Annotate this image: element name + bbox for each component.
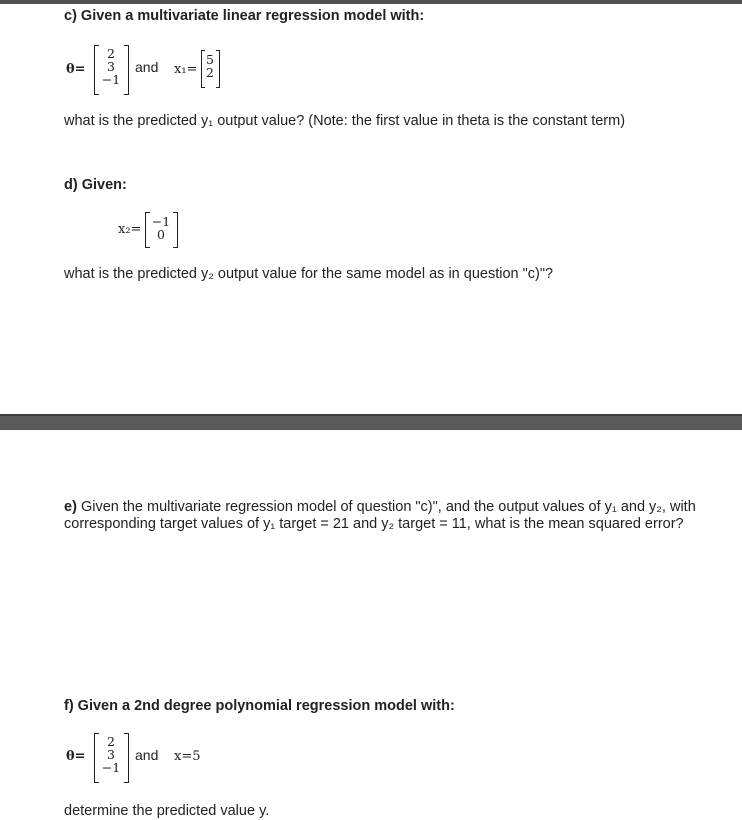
question-e-text: e) Given the multivariate regression model of question "c)", and the output values of y₁ and y₂, with corresponding target values of y₁ target = 21 and y₂ target = 11, what is the mean squared error? (64, 499, 696, 532)
theta-value-2: −1 (101, 760, 121, 775)
question-d-text: what is the predicted y₂ output value for the same model as in question "c)"? (64, 266, 554, 282)
question-f-text: determine the predicted value y. (64, 803, 270, 819)
question-d-equation (110, 210, 230, 250)
x1-right-bracket (216, 50, 220, 88)
question-f-equation (64, 732, 264, 784)
x-expression: x=5 (174, 749, 201, 764)
theta-vector (98, 735, 124, 774)
question-c-equation (64, 44, 264, 96)
x2-value-0: −1 (151, 214, 171, 229)
x1-value-1: 2 (206, 65, 214, 80)
theta-right-bracket (124, 45, 129, 95)
x2-right-bracket (173, 212, 178, 248)
and-word: and (135, 59, 159, 75)
theta-label: θ= (66, 749, 86, 764)
question-f-heading: f) Given a 2nd degree polynomial regression model with: (64, 698, 455, 714)
x1-vector (204, 53, 216, 79)
theta-label: θ= (66, 62, 86, 77)
theta-value-0: 2 (107, 46, 115, 61)
x2-value-1: 0 (157, 227, 165, 242)
x2-vector (149, 215, 173, 241)
theta-right-bracket (124, 733, 129, 783)
theta-value-0: 2 (107, 734, 115, 749)
x1-value-0: 5 (206, 52, 214, 67)
question-c-heading: c) Given a multivariate linear regression model with: (64, 8, 425, 24)
theta-value-2: −1 (101, 72, 121, 87)
and-word: and (135, 747, 159, 763)
x1-label: x₁= (174, 62, 198, 77)
question-d-heading: d) Given: (64, 177, 127, 193)
top-border (0, 0, 742, 4)
theta-value-1: 3 (107, 59, 115, 74)
theta-vector (98, 47, 124, 86)
question-c-text: what is the predicted y₁ output value? (Note: the first value in theta is the constant term) (64, 113, 626, 129)
page-divider (0, 414, 742, 430)
x2-label: x₂= (118, 222, 142, 237)
theta-value-1: 3 (107, 747, 115, 762)
